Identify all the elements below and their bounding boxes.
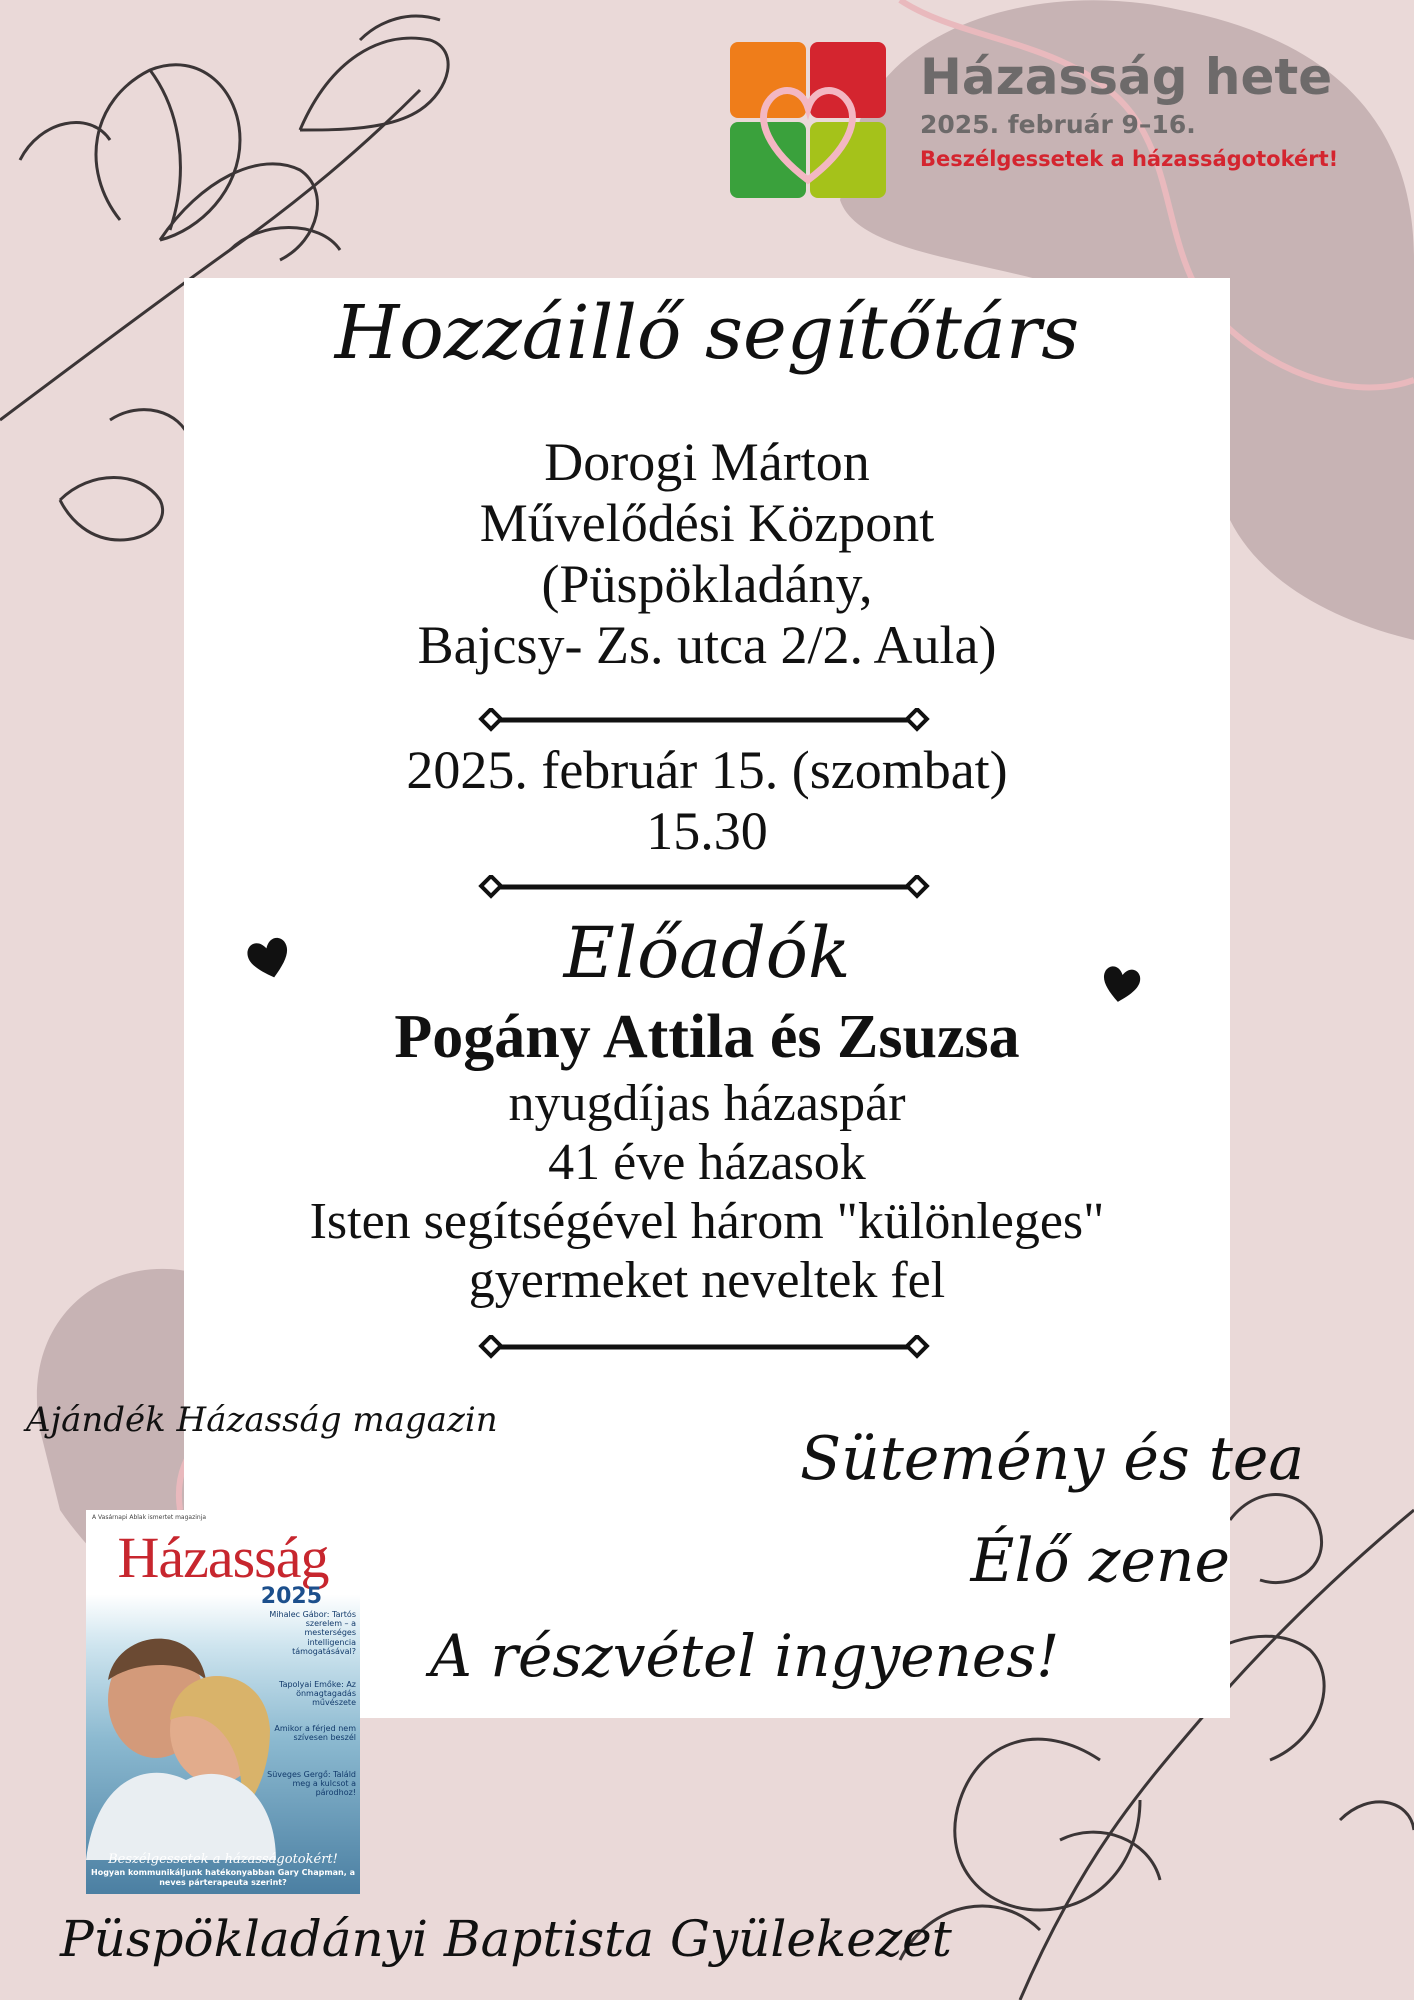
divider [478, 708, 930, 732]
magazine-headline: Mihalec Gábor: Tartós szerelem – a mesterséges intelligencia támogatásával? [269, 1610, 356, 1656]
event-date: 2025. február 15. (szombat) [406, 740, 1008, 800]
event-time: 15.30 [646, 801, 768, 861]
magazine-bottom-text [86, 1852, 360, 1888]
speakers-heading: Előadók [563, 912, 851, 994]
refreshments-text: Sütemény és tea [800, 1424, 1305, 1494]
venue-line: Bajcsy- Zs. utca 2/2. Aula) [417, 615, 997, 675]
couple-photo-icon [86, 1610, 276, 1860]
speaker-line: Isten segítségével három "különleges" [309, 1193, 1105, 1250]
magazine-slogan: Beszélgessetek a házasságotokért! [108, 1851, 338, 1867]
speaker-line: gyermeket neveltek fel [468, 1252, 946, 1309]
gift-text: Ajándék Házasság magazin [26, 1400, 498, 1440]
venue-line: (Püspökladány, [541, 554, 873, 614]
logo-tagline: Beszélgessetek a házasságotokért! [920, 147, 1339, 171]
venue-line: Dorogi Márton [544, 432, 870, 492]
venue-block [184, 432, 1230, 676]
magazine-headline: Süveges Gergő: Találd meg a kulcsot a párodhoz! [267, 1770, 356, 1798]
music-text: Élő zene [970, 1526, 1230, 1596]
magazine-kicker: A Vasárnapi Ablak ismertet magazinja [92, 1514, 207, 1521]
divider [478, 1335, 930, 1359]
divider [478, 875, 930, 899]
logo-title: Házasság hete [920, 48, 1333, 106]
logo-date: 2025. február 9–16. [920, 110, 1196, 139]
magazine-subline: Hogyan kommunikáljunk hatékonyabban Gary Chapman, a neves párterapeuta szerint? [91, 1868, 355, 1887]
magazine-year: 2025 [260, 1584, 322, 1609]
speaker-line: nyugdíjas házaspár [508, 1075, 906, 1132]
magazine-headline: Amikor a férjed nem szívesen beszél [274, 1724, 356, 1743]
organizer-text: Püspökladányi Baptista Gyülekezet [60, 1910, 952, 1968]
speaker-line: 41 éve házasok [548, 1134, 866, 1191]
logo-text [920, 48, 1338, 171]
date-block [184, 740, 1230, 862]
event-title: Hozzáillő segítőtárs [334, 290, 1080, 376]
free-entry-text: A részvétel ingyenes! [430, 1622, 1060, 1690]
speakers-name: Pogány Attila és Zsuzsa [394, 1003, 1020, 1071]
magazine-title: Házasság [117, 1525, 329, 1590]
magazine-headline: Tapolyai Emőke: Az önmagtagadás művészete [279, 1680, 356, 1708]
magazine-cover [86, 1510, 360, 1894]
speaker-description [184, 1074, 1230, 1310]
logo-mark-icon [728, 40, 888, 200]
venue-line: Művelődési Központ [479, 493, 935, 553]
